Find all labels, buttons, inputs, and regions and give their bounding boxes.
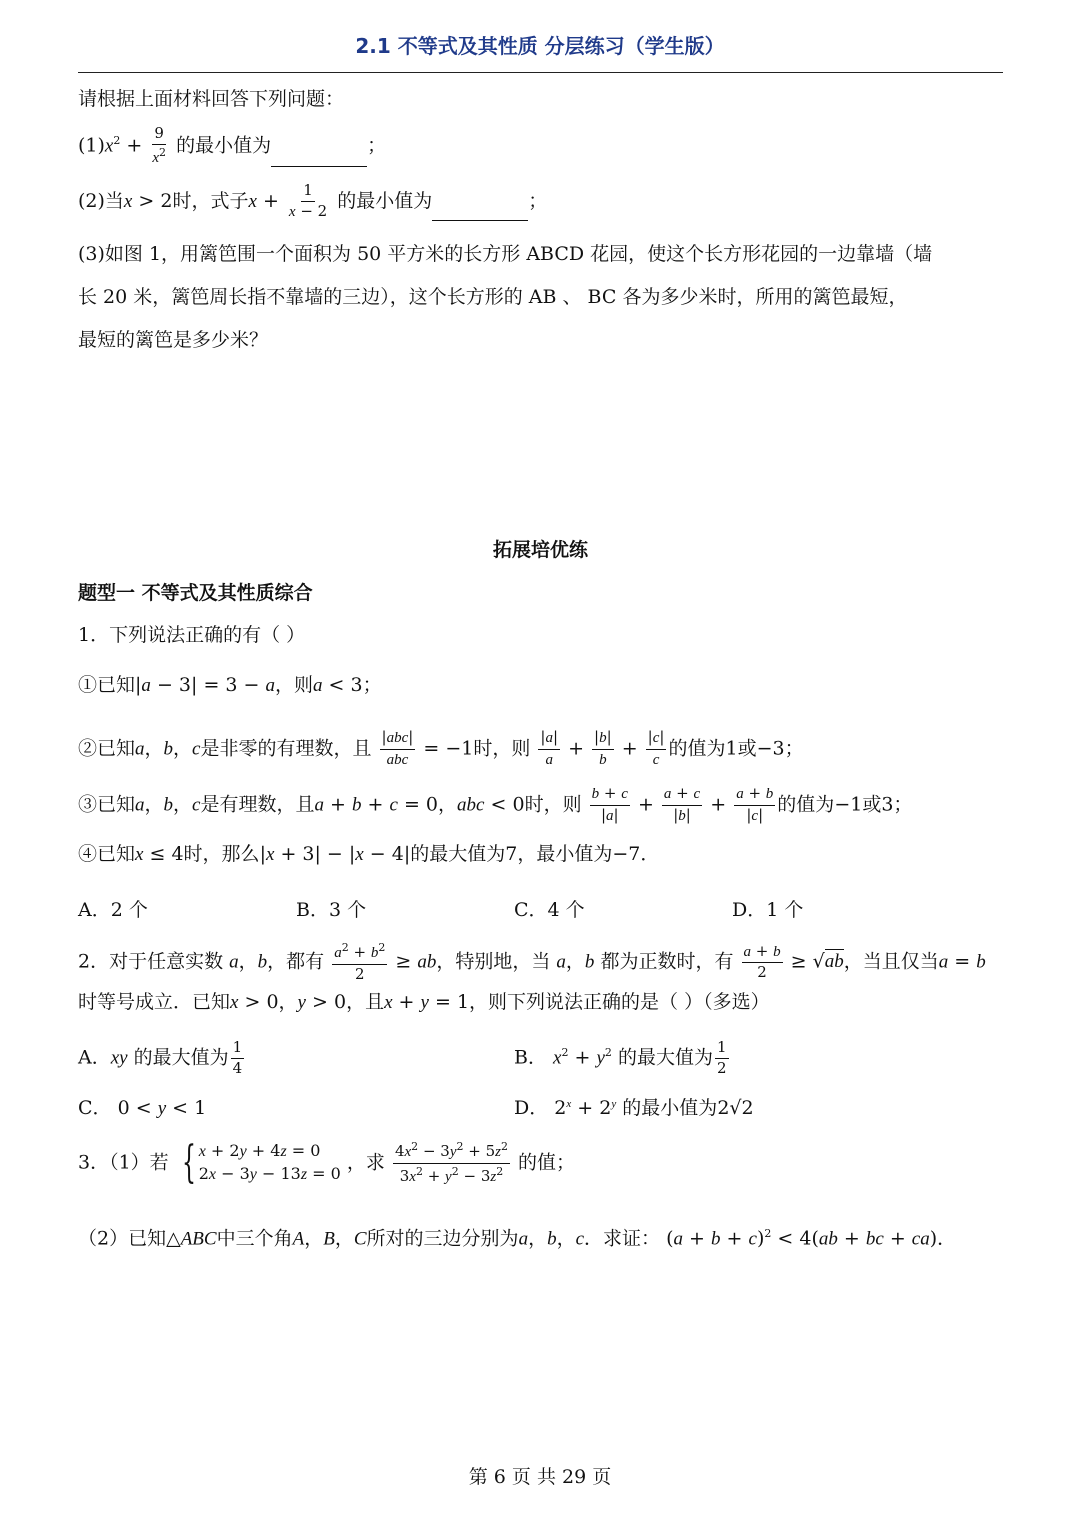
q3-part-1: 3．（1）若 { x + 2y + 4z = 0 2x − 3y − 13z = 0 ，求 $\frac{4x^2 - 3y^2 + 5z^2}{3x^2 + y^2 - 3z^2}$ 的值；: [78, 1137, 576, 1189]
q1-option-a[interactable]: A．2 个: [78, 899, 148, 921]
q1-option-c[interactable]: C．4 个: [514, 899, 585, 921]
q1-statement-3: ③已知a，b，c是有理数，且a + b + c = 0，abc < 0时，则 $\frac{b + c}{|a|}$ + $\frac{a + c}{|b|}$ + $\frac{a + b}{|c|}$ 的值为−1或3；: [78, 784, 913, 824]
header-rule: [78, 72, 1003, 73]
part1-q2: (2)当x > 2时，式子x + $\frac{1}{x - 2}$ 的最小值为 ；: [78, 181, 548, 220]
q2-option-a[interactable]: A．xy 的最大值为 $\frac{1}{4}$: [78, 1038, 243, 1077]
equation-system: { x + 2y + 4z = 0 2x − 3y − 13z = 0: [181, 1137, 341, 1189]
part1-q3-line2: 长 20 米，篱笆周长指不靠墙的三边），这个长方形的 AB 、 BC 各为多少米时，所用的篱笆最短，: [78, 286, 908, 308]
part1-q1: $(1)x^2$ + $\frac{9}{x^2}$ 的最小值为 ；: [78, 124, 387, 166]
q1-statement-1: ①已知|a − 3| = 3 − a，则a < 3；: [78, 674, 382, 696]
answer-blank-1[interactable]: [271, 149, 367, 167]
q1-stem: 1．下列说法正确的有（ ）: [78, 624, 306, 646]
q1-option-d[interactable]: D．1 个: [732, 899, 804, 921]
section-title: 拓展培优练: [492, 539, 588, 561]
q2-line-2: 时等号成立．已知x > 0，y > 0，且x + y = 1，则下列说法正确的是（ ）（多选）: [78, 991, 770, 1013]
q2-option-d[interactable]: D． $2^x + 2^y$ 的最小值为2√2: [514, 1097, 754, 1119]
q2-line-1: 2．对于任意实数 a，b，都有 $\frac{a^2 + b^2}{2}$ ≥ ab，特别地，当 a，b 都为正数时，有 $\frac{a + b}{2}$ ≥ √ab，当且仅当a = b: [78, 941, 986, 983]
page-header: 2.1 不等式及其性质 分层练习（学生版）: [355, 34, 725, 58]
part1-q3-line1: (3)如图 1，用篱笆围一个面积为 50 平方米的长方形 ABCD 花园，使这个长方形花园的一边靠墙（墙: [78, 243, 933, 265]
intro-text: 请根据上面材料回答下列问题：: [78, 88, 345, 110]
q2-option-c[interactable]: C． 0 < y < 1: [78, 1097, 207, 1119]
q1-statement-2: ②已知a，b，c是非零的有理数，且 |abc| abc = −1时，则 $\frac{|a|}{a}$ + $\frac{|b|}{b}$ + $\frac{|c|}{c}$ 的值为1或−3；: [78, 728, 804, 768]
page-footer: 第 6 页 共 29 页: [468, 1466, 612, 1488]
type-heading: 题型一 不等式及其性质综合: [78, 582, 313, 604]
q3-part-2: （2）已知△ABC中三个角A，B，C所对的三边分别为a，b，c．求证： $(a + b + c)^2 < 4(ab$ + bc + ca)．: [78, 1227, 957, 1250]
q2-option-b[interactable]: B． $x^2 + y^2$ 的最大值为 $\frac{1}{2}$: [514, 1038, 727, 1077]
answer-blank-2[interactable]: [432, 203, 528, 221]
q1-statement-4: ④已知x ≤ 4时，那么|x + 3| − |x − 4|的最大值为7，最小值为−7．: [78, 843, 660, 865]
q1-option-b[interactable]: B．3 个: [296, 899, 367, 921]
part1-q3-line3: 最短的篱笆是多少米？: [78, 329, 269, 351]
